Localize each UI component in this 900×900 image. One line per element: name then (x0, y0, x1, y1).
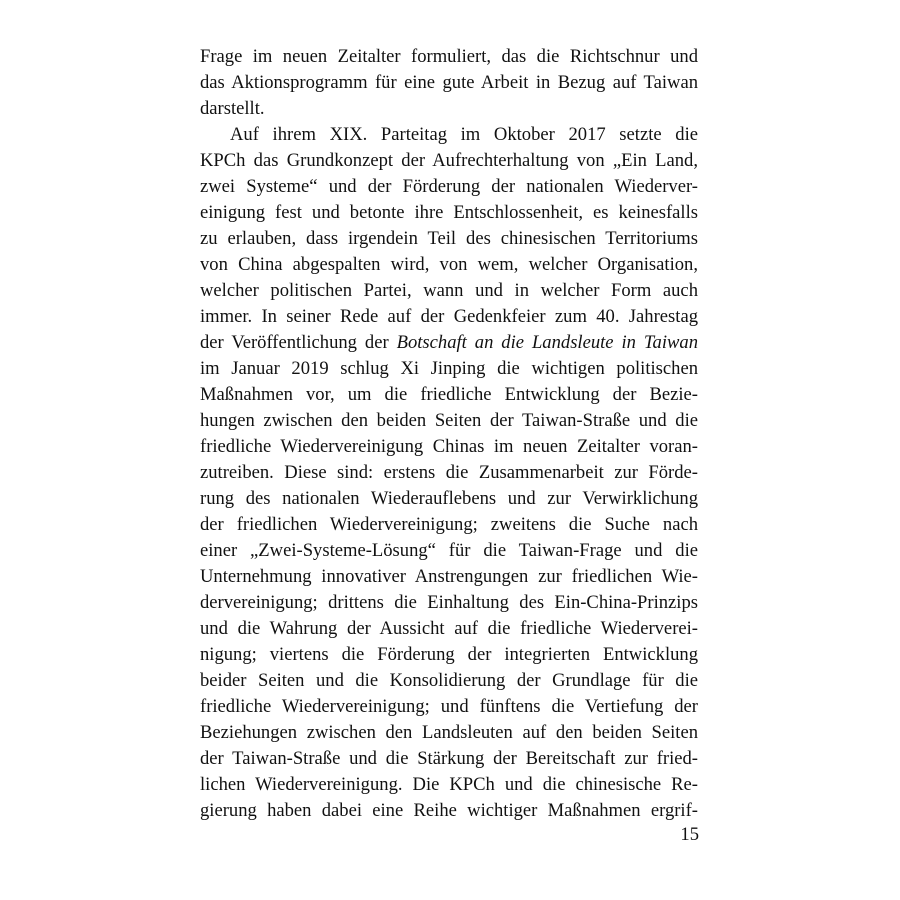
text-line: von China abgespalten wird, von wem, welcher Organisation, (200, 254, 698, 275)
text-line: rung des nationalen Wiederauflebens und zur Verwirklichung (200, 488, 698, 509)
text-line: nigung; viertens die Förderung der integrierten Entwicklung (200, 644, 698, 665)
page-number: 15 (680, 824, 699, 845)
text-run: der Veröffentlichung der (200, 332, 397, 353)
book-title-italic: Botschaft an die Landsleute in Taiwan (396, 332, 698, 353)
text-line: der Taiwan-Straße und die Stärkung der Bereitschaft zur fried- (200, 748, 698, 769)
text-line: und die Wahrung der Aussicht auf die friedliche Wiederverei- (200, 618, 698, 639)
text-line: Auf ihrem XIX. Parteitag im Oktober 2017 setzte die (230, 124, 698, 145)
text-line: zwei Systeme“ und der Förderung der nationalen Wiederver- (200, 176, 698, 197)
text-line: einigung fest und betonte ihre Entschlossenheit, es keinesfalls (200, 202, 698, 223)
text-line: KPCh das Grundkonzept der Aufrechterhaltung von „Ein Land, (200, 150, 698, 171)
body-text (200, 44, 698, 824)
text-line (200, 330, 698, 356)
text-line: friedliche Wiedervereinigung Chinas im neuen Zeitalter voran- (200, 436, 698, 457)
text-line: welcher politischen Partei, wann und in welcher Form auch (200, 280, 698, 301)
text-line: zu erlauben, dass irgendein Teil des chinesischen Territoriums (200, 228, 698, 249)
text-line: Frage im neuen Zeitalter formuliert, das die Richtschnur und (200, 46, 698, 67)
text-line: im Januar 2019 schlug Xi Jinping die wichtigen politischen (200, 358, 698, 379)
text-line: darstellt. (200, 98, 265, 119)
text-line: Beziehungen zwischen den Landsleuten auf den beiden Seiten (200, 722, 698, 743)
text-line: dervereinigung; drittens die Einhaltung des Ein-China-Prinzips (200, 592, 698, 613)
text-line: hungen zwischen den beiden Seiten der Taiwan-Straße und die (200, 410, 698, 431)
text-line: friedliche Wiedervereinigung; und fünftens die Vertiefung der (200, 696, 698, 717)
text-line: beider Seiten und die Konsolidierung der Grundlage für die (200, 670, 698, 691)
text-line: das Aktionsprogramm für eine gute Arbeit in Bezug auf Taiwan (200, 72, 698, 93)
text-line: Maßnahmen vor, um die friedliche Entwicklung der Bezie- (200, 384, 698, 405)
text-line: einer „Zwei-Systeme-Lösung“ für die Taiwan-Frage und die (200, 540, 698, 561)
text-line: immer. In seiner Rede auf der Gedenkfeier zum 40. Jahrestag (200, 306, 698, 327)
text-line: Unternehmung innovativer Anstrengungen zur friedlichen Wie- (200, 566, 698, 587)
text-line: gierung haben dabei eine Reihe wichtiger Maßnahmen ergrif- (200, 800, 698, 821)
text-line: lichen Wiedervereinigung. Die KPCh und die chinesische Re- (200, 774, 698, 795)
text-line: zutreiben. Diese sind: erstens die Zusammenarbeit zur Förde- (200, 462, 698, 483)
text-line: der friedlichen Wiedervereinigung; zweitens die Suche nach (200, 514, 698, 535)
